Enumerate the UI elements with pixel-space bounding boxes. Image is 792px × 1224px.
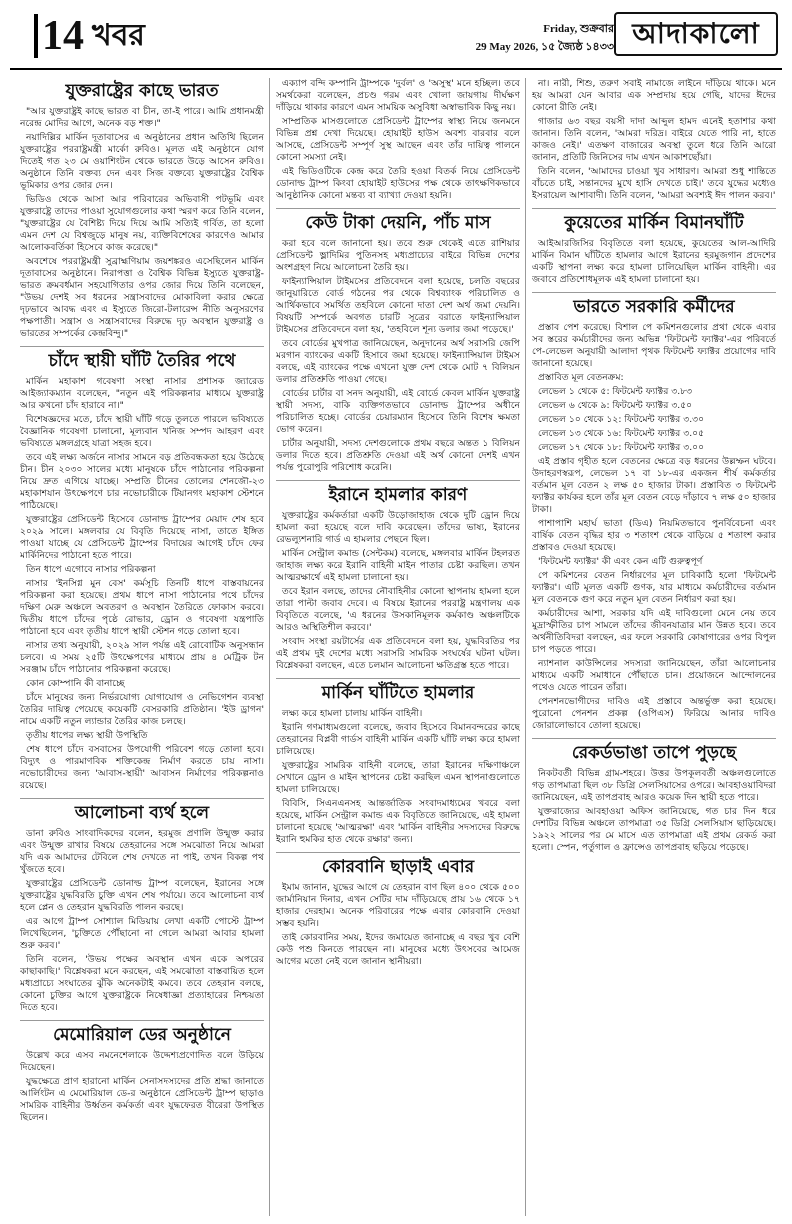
page-header: [10, 8, 782, 70]
article-paragraph: প্রস্তাব পেশ করেছে। বিশাল পে কমিশনগুলোর প্রথা থেকে এবার সব স্তরের কর্মচারীদের জন্য অভিন্ন 'ফিটমেন্ট ফ্যাক্টর'-এর পরিবর্তে পে-লেভেল অনুযায়ী আলাদা পৃথক ফিটমেন্ট ফ্যাক্টর প্রয়োগের দাবি জানানো হয়েছে।: [532, 322, 776, 369]
article-paragraph: গাজার ৬৩ বছর বয়সী দাদা আব্দুল হামদ এনেই হতাশার কথা জানান। তিনি বলেন, 'আমরা দরিদ্র। বাইরে যেতে পারি না, হাতে কাজও নেই।' এতক্ষণ বাজারের অবস্থা তুলে ধরে তিনি আরো জানান, প্রতিটি জিনিসের দাম এখন আকাশছোঁয়া।: [532, 116, 776, 163]
article-paragraph: তবে বোর্ডের মুখপাত্র জানিয়েছেন, অনুদানের অর্থ সরাসরি জেপি মরগান ব্যাংকের একটি হিসাবে জমা হয়েছে। ফাইন্যান্সিয়াল টাইমস বলছে, এই ব্যাংকের পক্ষে এখনো যুক্ত দেশ থেকে মোট ৭ বিলিয়ন ডলার প্রতিশ্রুতি পাওয়া গেছে।: [276, 338, 520, 385]
news-article: [20, 1020, 264, 1124]
article-paragraph: যুক্তরাজ্যের আবহাওয়া অফিস জানিয়েছে, গত চার দিন ধরে দেশটির বিভিন্ন অঞ্চলে তাপমাত্রা ৩৫ ডিগ্রি সেলসিয়াস ছাড়িয়েছে। ১৯২২ সালের পর মে মাসে এত তাপমাত্রা এই প্রথম রেকর্ড করা হলো। স্পেন, পর্তুগাল ও ফ্রান্সেও তাপপ্রবাহ ছড়িয়ে পড়েছে।: [532, 806, 776, 853]
article-headline: চাঁদে স্থায়ী ঘাঁটি তৈরির পথে: [20, 346, 264, 372]
article-body: [20, 106, 264, 340]
article-paragraph: লেভেল ১ থেকে ৫: ফিটমেন্ট ফ্যাক্টর ৩.৮৩: [538, 386, 693, 397]
newspaper-logo: আদাকালো: [614, 12, 778, 56]
article-paragraph: ন্যাশনাল কাউন্সিলের সদস্যরা জানিয়েছেন, তাঁরা আলোচনার মাধ্যমে একটি সমাধানে পৌঁছাতে চান। প্রয়োজনে আন্দোলনের পথেও যেতে পারেন তাঁরা।: [532, 658, 776, 693]
news-article: [276, 78, 520, 202]
article-headline: আলোচনা ব্যর্থ হলে: [20, 798, 264, 824]
article-paragraph: 'ফিটমেন্ট ফ্যাক্টর' কী এবং কেন এটি গুরুত্বপূর্ণ: [538, 556, 703, 567]
article-paragraph: চার্টার অনুযায়ী, সদস্য দেশগুলোকে প্রথম বছরে অন্তত ১ বিলিয়ন ডলার দিতে হবে। প্রতিশ্রুতি দেওয়া এই অর্থ কোনো দেশই এখন পর্যন্ত পুরোপুরি পরিশোধ করেনি।: [276, 438, 520, 473]
article-body: [532, 238, 776, 286]
article-paragraph: এই ভিডিওটিকে কেন্দ্র করে তৈরি হওয়া বিতর্ক নিয়ে প্রেসিডেন্ট ডোনাল্ড ট্রাম্প কিংবা হোয়াইট হাউসের পক্ষ থেকে তাৎক্ষণিকভাবে আনুষ্ঠানিক কোনো মন্তব্য বা ব্যাখ্যা দেওয়া হয়নি।: [276, 166, 520, 201]
article-body: [276, 708, 520, 846]
article-body: [20, 376, 264, 792]
news-article: [532, 208, 776, 286]
issue-date: 29 May 2026, ১৫ জ্যৈষ্ঠ ১৪৩৩: [475, 41, 614, 53]
article-paragraph: "আর যুক্তরাষ্ট্রই কাছে ভারত বা চীন, তা-ই পারে। আমি প্রধানমন্ত্রী নরেন্দ্র মোদির আগে, অনেক বড় শক্ত।": [20, 106, 264, 129]
article-paragraph: উল্লেখ করে এসব নমনেশেলাকে উদ্দেশ্যপ্রণোদিত বলে উড়িয়ে দিয়েছেন।: [20, 1050, 264, 1073]
article-paragraph: পেনশনভোগীদের দাবিও এই প্রস্তাবে অন্তর্ভুক্ত করা হয়েছে। পুরোনো পেনশন প্রকল্প (ওপিএস) ফিরিয়ে আনার দাবিও জোরালোভাবে তোলা হয়েছে।: [532, 696, 776, 731]
news-article: [276, 480, 520, 672]
article-headline: রেকর্ডভাঙা তাপে পুড়ছে: [532, 738, 776, 764]
article-paragraph: লেভেল ১৭ থেকে ১৮: ফিটমেন্ট ফ্যাক্টর ৩.০০: [538, 442, 705, 453]
article-paragraph: যুক্তরাষ্ট্রের সামরিক বাহিনী বলেছে, তারা ইরানের দক্ষিণাঞ্চলে সেখানে ড্রোন ও মাইন স্থাপনের চেষ্টা করছিল এমন স্থাপনাগুলোতে হামলা চালিয়েছে।: [276, 760, 520, 795]
article-paragraph: করা হবে বলে জানানো হয়। তবে শুরু থেকেই এতে রাশিয়ার প্রেসিডেন্ট ভ্লাদিমির পুতিনসহ মধ্যপ্রাচ্যের বাইরে বিভিন্ন দেশের অংশগ্রহণ নিয়ে আলোচনা তৈরি হয়।: [276, 238, 520, 273]
article-paragraph: তৃতীয় ধাপের লক্ষ্য স্থায়ী উপস্থিতি: [26, 730, 148, 741]
article-paragraph: তবে এই লক্ষ্য অর্জনে নাসার সামনে বড় প্রতিবন্ধকতা হয়ে উঠেছে চীন। চীন ২০৩০ সালের মধ্যে মানুষকে চাঁদে পাঠানোর পরিকল্পনা নিয়ে দ্রুত এগিয়ে যাচ্ছে। সম্প্রতি চীনের তোলের শেনজৌ-২৩ মহাকাশযান উৎক্ষেপণে চার নভোচারীকে টিয়ানগং মহাকাশ স্টেশনে পাঠিয়েছে।: [20, 452, 264, 511]
issue-day: Friday, শুক্রবার: [543, 23, 614, 35]
article-body: [532, 322, 776, 732]
article-body: [532, 78, 776, 202]
article-paragraph: লক্ষ্য করে হামলা চালায় মার্কিন বাহিনী।: [282, 708, 423, 719]
news-article: [532, 78, 776, 202]
article-paragraph: অবশেষে পররাষ্ট্রমন্ত্রী সুব্রাহ্মণিয়াম জয়শঙ্করও এসেছিলেন মার্কিন দূতাবাসের অনুষ্ঠানে। নিরাপত্তা ও বৈশ্বিক বিভিন্ন ইস্যুতে যুক্তরাষ্ট্র-ভারত ক্রমবর্ধমান সহযোগিতার ওপর জোর দিয়ে তিনি বলেছেন, "উভয় দেশই সব ধরনের সন্ত্রাসবাদের মোকাবিলা করার ক্ষেত্রে দৃঢ়ভাবে আবদ্ধ এবং এ ইস্যুতে জিরো-টলারেন্স নীতি অনুসরণের পক্ষপাতী। সন্ত্রাস ও সন্ত্রাসবাদের বিরুদ্ধে দৃঢ় অবস্থান যুক্তরাষ্ট্র ও ভারতের সম্পর্কের কেন্দ্রবিন্দু।": [20, 256, 264, 339]
article-body: [532, 768, 776, 854]
article-body: [20, 828, 264, 1014]
article-paragraph: তিন ধাপে এগোবে নাসার পরিকল্পনা: [26, 564, 156, 575]
news-article: [20, 80, 264, 340]
article-paragraph: চাঁদে মানুষের জন্য নির্ভরযোগ্য যোগাযোগ ও নেভিগেশন ব্যবস্থা তৈরির দায়িত্ব পেয়েছে কয়েকটি বেসরকারি প্রতিষ্ঠান। 'ইউ ড্রাগন' নামে একটি নতুন ল্যান্ডার তৈরির কাজ চলছে।: [20, 692, 264, 727]
column-divider: [525, 78, 526, 1216]
article-paragraph: ইরানি গণমাধ্যমগুলো বলেছে, জবাব হিসেবে বিমানবন্দরের কাছে তেহরানের বিপ্লবী গার্ডস বাহিনী মার্কিন একটি ঘাঁটি লক্ষ্য করে হামলা চালিয়েছে।: [276, 722, 520, 757]
dateline: [476, 20, 614, 56]
article-paragraph: পাশাপাশি মহার্ঘ ভাতা (ডিএ) নিয়মিতভাবে পুনর্বিবেচনা এবং বার্ষিক বেতন বৃদ্ধির হার ৩ শতাংশ থেকে বাড়িয়ে ৫ শতাংশ করার প্রস্তাবও দেওয়া হয়েছে।: [532, 518, 776, 553]
article-paragraph: প্রস্তাবিত মূল বেতনক্রম:: [538, 372, 624, 383]
article-paragraph: যুদ্ধক্ষেত্রে প্রাণ হারানো মার্কিন সেনাসদস্যদের প্রতি শ্রদ্ধা জানাতে আর্লিংটন এ মেমোরিয়াল ডে-র অনুষ্ঠানে প্রেসিডেন্ট ট্রাম্প ছাড়াও সামরিক বাহিনীর উর্ধ্বতন কর্মকর্তা এবং যুদ্ধফেরত বীরেরা উপস্থিত ছিলেন।: [20, 1076, 264, 1123]
article-headline: যুক্তরাষ্ট্রের কাছে ভারত: [65, 81, 219, 101]
news-article: [20, 346, 264, 792]
column-3: [532, 78, 776, 1216]
column-2: [276, 78, 520, 1216]
article-paragraph: নাসার 'ইনসিগ্ন মুন বেস' কর্মসূচি তিনটি ধাপে বাস্তবায়নের পরিকল্পনা করা হয়েছে। প্রথম ধাপে নাসা পাঠানোর পথে চাঁদের দক্ষিণ মেরু অঞ্চলে অবতরণ ও অবস্থান তৈরিতে ফোকাস করবে। দ্বিতীয় ধাপে চাঁদের পৃষ্ঠে রোভার, ড্রোন ও গবেষণা যন্ত্রপাতি পাঠানো হবে এবং তৃতীয় ধাপে স্থায়ী স্টেশন গড়ে তোলা হবে।: [20, 578, 264, 637]
news-article: [532, 738, 776, 854]
article-paragraph: পে কমিশনের বেতন নির্ধারণের মূল চাবিকাঠি হলো 'ফিটমেন্ট ফ্যাক্টর'। এটি মূলত একটি গুণক, যার মাধ্যমে কর্মচারীদের বর্তমান মূল বেতনকে গুণ করে নতুন মূল বেতন নির্ধারণ করা হয়।: [532, 570, 776, 605]
article-paragraph: তাই কোরবানির সময়, ইদের জমায়েত জানাচ্ছে এ বছর খুব বেশি কেউ পশু কিনতে পারছেন না। মানুষের মধ্যে উৎসবের আমেজ আগের মতো নেই বলে জানান স্থানীয়রা।: [276, 932, 520, 967]
article-paragraph: শেষ ধাপে চাঁদে বসবাসের উপযোগী পরিবেশ গড়ে তোলা হবে। বিদ্যুৎ ও পারমাণবিক শক্তিকেন্দ্র নির্মাণ করতে চায় নাসা। নভোচারীদের জন্য 'আবাস-স্থায়ী' আবাসন নির্মাণের পরিকল্পনাও রয়েছে।: [20, 744, 264, 791]
article-paragraph: তবে ইরান বলছে, তাদের নৌবাহিনীর কোনো স্থাপনায় হামলা হলে তারা পাল্টা জবাব দেবে। এ বিষয়ে ইরানের পররাষ্ট্র মন্ত্রণালয় এক বিবৃতিতে বলেছে, 'এ ধরনের উসকানিমূলক কর্মকাণ্ড অঞ্চলটিকে আরও অস্থিতিশীল করবে।': [276, 586, 520, 633]
article-paragraph: বিবিসি, সিএনএনসহ আন্তর্জাতিক সংবাদমাধ্যমের খবরে বলা হয়েছে, মার্কিন সেন্ট্রাল কমান্ড এক বিবৃতিতে জানিয়েছে, এই হামলা চালানো হয়েছে 'আত্মরক্ষা' এবং 'মার্কিন বাহিনীর সদস্যদের বিরুদ্ধে ইরানি হুমকির হাত থেকে রক্ষার' জন্য।: [276, 798, 520, 845]
article-paragraph: এর আগে ট্রাম্প সোশ্যাল মিডিয়ায় লেখা একটি পোস্টে ট্রাম্প লিখেছিলেন, 'চুক্তিতে পৌঁছানো না গেলে আমরা আবার হামলা শুরু করব।': [20, 916, 264, 951]
article-body: [276, 882, 520, 968]
article-headline: মার্কিন ঘাঁটিতে হামলার: [276, 678, 520, 704]
article-paragraph: ডানা রুবিও সাংবাদিকদের বলেন, হরমুজ প্রণালি উন্মুক্ত করার এবং উন্মুক্ত রাখার বিষয়ে তেহরানের সঙ্গে সমঝোতা নিয়ে আমরা যদি এক আমাদের টেবিলে শেষ দেখতে না পাই, তখন বিকল্প পথ খুঁজতে হবে।: [20, 828, 264, 875]
article-paragraph: সংবাদ সংস্থা রয়টার্সের এক প্রতিবেদনে বলা হয়, যুদ্ধবিরতির পর এই প্রথম দুই দেশের মধ্যে সরাসরি সামরিক সংঘর্ষের ঘটনা ঘটল। বিশ্লেষকরা বলছেন, এতে চলমান আলোচনা ক্ষতিগ্রস্ত হতে পারে।: [276, 636, 520, 671]
news-article: [276, 852, 520, 968]
article-paragraph: লেভেল ১৩ থেকে ১৬: ফিটমেন্ট ফ্যাক্টর ৩.০৫: [538, 428, 705, 439]
article-paragraph: এক্যাপ বন্দি কম্পানি ট্রাম্পকে 'দুর্বল' ও 'অসুস্থ' মনে হচ্ছিল। তবে সমর্থকেরা বলেছেন, প্রচণ্ড গরম এবং খোলা জায়গায় দীর্ঘক্ষণ দাঁড়িয়ে থাকার কারণে এমন সাময়িক অসুবিধা অস্বাভাবিক কিছু নয়।: [276, 78, 520, 113]
article-paragraph: আইআরজিসির বিবৃতিতে বলা হয়েছে, কুয়েতের আল-আদিরি মার্কিন বিমান ঘাঁটিতে হামলার আগে ইরানের হরমুজগান প্রদেশের একটি স্থাপনা লক্ষ্য করে হামলা চালিয়েছিল মার্কিন বাহিনী। এর জবাবে প্রতিশোধমূলক এই হামলা চালানো হয়।: [532, 238, 776, 285]
article-headline: ইরানে হামলার কারণ: [276, 480, 520, 506]
article-paragraph: যুক্তরাষ্ট্রের কর্মকর্তারা একটি উড়োজাহাজ থেকে দুটি ড্রোন দিয়ে হামলা করা হয়েছে বলে দাবি করেছেন। তাঁদের ভাষ্য, ইরানের রেভল্যুশনারি গার্ড এ হামলার পেছনে ছিল।: [276, 510, 520, 545]
news-article: [532, 292, 776, 732]
article-paragraph: বোর্ডের চার্টার বা সনদ অনুযায়ী, এই বোর্ডে কেবল মার্কিন যুক্তরাষ্ট্র স্থায়ী সদস্য, বাকি ব্যক্তিগতভাবে ডোনাল্ড ট্রাম্পের অধীনে পরিচালিত হচ্ছে। বোর্ডের চেয়ারম্যান হিসেবে তিনি বিশেষ ক্ষমতা ভোগ করেন।: [276, 388, 520, 435]
column-divider: [269, 78, 270, 1216]
page-number: 14: [34, 14, 84, 58]
article-paragraph: লেভেল ১০ থেকে ১২: ফিটমেন্ট ফ্যাক্টর ৩.৩০: [538, 414, 705, 425]
article-headline: কেউ টাকা দেয়নি, পাঁচ মাস: [276, 208, 520, 234]
article-body: [276, 510, 520, 672]
article-paragraph: ইমাম জানান, যুদ্ধের আগে যে তেহরান বাণ ছিল ৪০০ থেকে ৫০০ জার্মানিয়ান দিনার, এখন সেটির দাম দাঁড়িয়েছে প্রায় ১৬ থেকে ১৭ হাজার দেরহাম। অনেক পরিবারের পক্ষে এবার কোরবানি দেওয়া সম্ভব হয়নি।: [276, 882, 520, 929]
article-paragraph: মার্কিন সেন্ট্রাল কমান্ড (সেন্টকম) বলেছে, মঙ্গলবার মার্কিন টহলরত জাহাজ লক্ষ্য করে ইরানি বাহিনী মাইন পাতার চেষ্টা করছিল। তখন আত্মরক্ষার্থে এই হামলা চালানো হয়।: [276, 548, 520, 583]
article-paragraph: না। নারী, শিশু, তরুণ সবাই নামাজে লাইনে দাঁড়িয়ে থাকে। মনে হয় আমরা যেন আবার এক সম্প্রদায় হয়ে গেছি, যাদের ঈদের কোনো রীতি নেই।: [532, 78, 776, 113]
news-article: [276, 678, 520, 846]
article-paragraph: যুক্তরাষ্ট্রের প্রেসিডেন্ট হিসেবে ডোনাল্ড ট্রাম্পের মেয়াদ শেষ হবে ২০২৯ সালে। মঙ্গলবার যে বিবৃতি দিয়েছে নাসা, তাতে ইঙ্গিত পাওয়া যাচ্ছে যে প্রেসিডেন্ট ট্রাম্পের বিদায়ের আগেই চাঁদে ফের মার্কিনিদের পাঠানো হতে পারে।: [20, 514, 264, 561]
article-paragraph: ভিডিও থেকে আসা আর পরিবারের অভিবাসী পটভূমি এবং যুক্তরাষ্ট্রে তাদের পাওয়া সুযোগগুলোর কথা স্মরণ করে তিনি বলেন, "যুক্তরাষ্ট্রের যে বৈশিষ্ট্য দিয়ে দিয়ে আমি সত্যিই গর্বিত, তা হলো এমন দেশ যে বিশ্বজুড়ে মানুষ নয়, ব্যক্তিবিশেষের কারণেও আমার আলোকবর্তিকা হিসেবে কাজ করেছে।": [20, 194, 264, 253]
article-paragraph: কর্মচারীদের আশা, সরকার যদি এই দাবিগুলো মেনে নেয় তবে মুদ্রাস্ফীতির চাপ সামলে তাঁদের জীবনযাত্রার মান উন্নত হবে। তবে অর্থনীতিবিদরা বলছেন, এর ফলে সরকারি কোষাগারের ওপর বিপুল চাপ পড়তে পারে।: [532, 608, 776, 655]
article-paragraph: লেভেল ৬ থেকে ৯: ফিটমেন্ট ফ্যাক্টর ৩.৫০: [538, 400, 693, 411]
article-body: [20, 1050, 264, 1124]
article-paragraph: এই প্রস্তাব গৃহীত হলে বেতনের ক্ষেত্রে বড় ধরনের উল্লম্ফন ঘটবে। উদাহরণস্বরূপ, লেভেল ১৭ বা ১৮-এর একজন শীর্ষ কর্মকর্তার বর্তমান মূল বেতন ২ লক্ষ ৫০ হাজার টাকা। প্রস্তাবিত ৩ ফিটমেন্ট ফ্যাক্টর কার্যকর হলে তাঁর মূল বেতন বেড়ে দাঁড়াবে ৭ লক্ষ ৫০ হাজার টাকা।: [532, 456, 776, 515]
article-paragraph: মার্কিন মহাকাশ গবেষণা সংস্থা নাসার প্রশাসক জ্যারেড আইজ্যাকম্যান বলেছেন, "নতুন এই পরিকল্পনার মাধ্যমে যুক্তরাষ্ট্র আর কখনো চাঁদ হারাবে না।": [20, 376, 264, 411]
news-article: [276, 208, 520, 474]
article-paragraph: বিশেষজ্ঞদের মতে, চাঁদে স্থায়ী ঘাঁটি গড়ে তুলতে পারলে ভবিষ্যতে বৈজ্ঞানিক গবেষণা চালানো, মূল্যবান খনিজ সম্পদ আহরণ এবং ভবিষ্যতে মঙ্গলগ্রহে যাত্রা সহজ হবে।: [20, 414, 264, 449]
article-paragraph: কোন কোম্পানি কী বানাচ্ছে: [26, 678, 125, 689]
article-body: [276, 238, 520, 474]
article-paragraph: নাসার তথ্য অনুযায়ী, ২০২৯ সাল পর্যন্ত এই রোবোটিক অনুসন্ধান চলবে। এ সময় ২৫টি উৎক্ষেপণের মাধ্যমে প্রায় ৪ মেট্রিক টন সরঞ্জাম চাঁদে পাঠানোর পরিকল্পনা করেছে।: [20, 640, 264, 675]
section-name: খবর: [92, 18, 145, 53]
article-body: [276, 78, 520, 202]
news-article: [20, 798, 264, 1014]
article-paragraph: তিনি বলেন, 'আমাদের চাওয়া খুব সাধারণ। আমরা শুধু শান্তিতে বাঁচতে চাই, সন্তানদের মুখে হাসি দেখতে চাই।' তবে যুদ্ধের মধ্যেও ইসরায়েল আশাবাদী। তিনি বলেন, 'আমরা অবশ্যই ঈদ পালন করব।': [532, 166, 776, 201]
article-headline: মেমোরিয়াল ডের অনুষ্ঠানে: [20, 1020, 264, 1046]
article-paragraph: ফাইন্যান্সিয়াল টাইমসের প্রতিবেদনে বলা হয়েছে, চলতি বছরের জানুয়ারিতে বোর্ড গঠনের পর থেকে বিশ্বব্যাংক পরিচালিত ও আর্থিকভাবে সমর্থিত তহবিলে কোনো দাতা দেশ অর্থ জমা দেয়নি। বিষয়টি সম্পর্কে অবগত চারটি সূত্রের বরাতে ফাইন্যান্সিয়াল টাইমসের প্রতিবেদনে বলা হয়, 'তহবিলে শূন্য ডলার জমা পড়েছে।': [276, 276, 520, 335]
article-paragraph: তিনি বলেন, 'উভয় পক্ষের অবস্থান এখন একে অপরের কাছাকাছি।' বিশ্লেষকরা মনে করছেন, এই সমঝোতা বাস্তবায়িত হলে মধ্যপ্রাচ্যে সংঘাতের ঝুঁকি অনেকটাই কমবে। তবে তেহরান বলছে, কোনো চুক্তির আগে যুক্তরাষ্ট্রকে নিষেধাজ্ঞা প্রত্যাহারের নিশ্চয়তা দিতে হবে।: [20, 954, 264, 1013]
article-headline: কুয়েতের মার্কিন বিমানঘাঁটি: [532, 208, 776, 234]
article-headline: কোরবানি ছাড়াই এবার: [276, 852, 520, 878]
article-paragraph: নিকটবর্তী বিভিন্ন গ্রাম-শহরে। উত্তর উপকূলবর্তী অঞ্চলগুলোতে গড় তাপমাত্রা ছিল ৩৮ ডিগ্রি সেলসিয়াসের ওপরে। আবহাওয়াবিদরা জানিয়েছেন, এই তাপপ্রবাহ আরও কয়েক দিন স্থায়ী হতে পারে।: [532, 768, 776, 803]
article-paragraph: যুক্তরাষ্ট্রের প্রেসিডেন্ট ডোনাল্ড ট্রাম্প বলেছেন, ইরানের সঙ্গে যুক্তরাষ্ট্রের যুদ্ধবিরতি চুক্তি এখন শেষ পর্যায়ে। তবে আলোচনা ব্যর্থ হলে প্লেন ও তেহরান যুদ্ধবিরতি পালন করছে।: [20, 878, 264, 913]
article-paragraph: নয়াদিল্লির মার্কিন দূতাবাসের এ অনুষ্ঠানের প্রধান অতিথি ছিলেন যুক্তরাষ্ট্রের পররাষ্ট্রমন্ত্রী মার্কো রুবিও। মূলত এই অনুষ্ঠানে যোগ দিতেই গত ২৩ মে ওয়াশিংটন থেকে ভারতে উড়ে আসেন রুবিও। অনুষ্ঠানে তিনি বক্তব্য দেন এবং সিজ বক্তব্যে যুক্তরাষ্ট্রের বৈশ্বিক ভূমিকার ওপর জোর দেন।: [20, 132, 264, 191]
article-headline: ভারতে সরকারি কর্মীদের: [532, 292, 776, 318]
article-paragraph: সাম্প্রতিক মাসগুলোতে প্রেসিডেন্ট ট্রাম্পের স্বাস্থ্য নিয়ে জনমনে বিভিন্ন প্রশ্ন দেখা দিয়েছে। হোয়াইট হাউস অবশ্য বারবার বলে আসছে, প্রেসিডেন্ট সম্পূর্ণ সুস্থ আছেন এবং তাঁর দায়িত্ব পালনে কোনো সমস্যা নেই।: [276, 116, 520, 163]
column-1: [20, 78, 264, 1216]
